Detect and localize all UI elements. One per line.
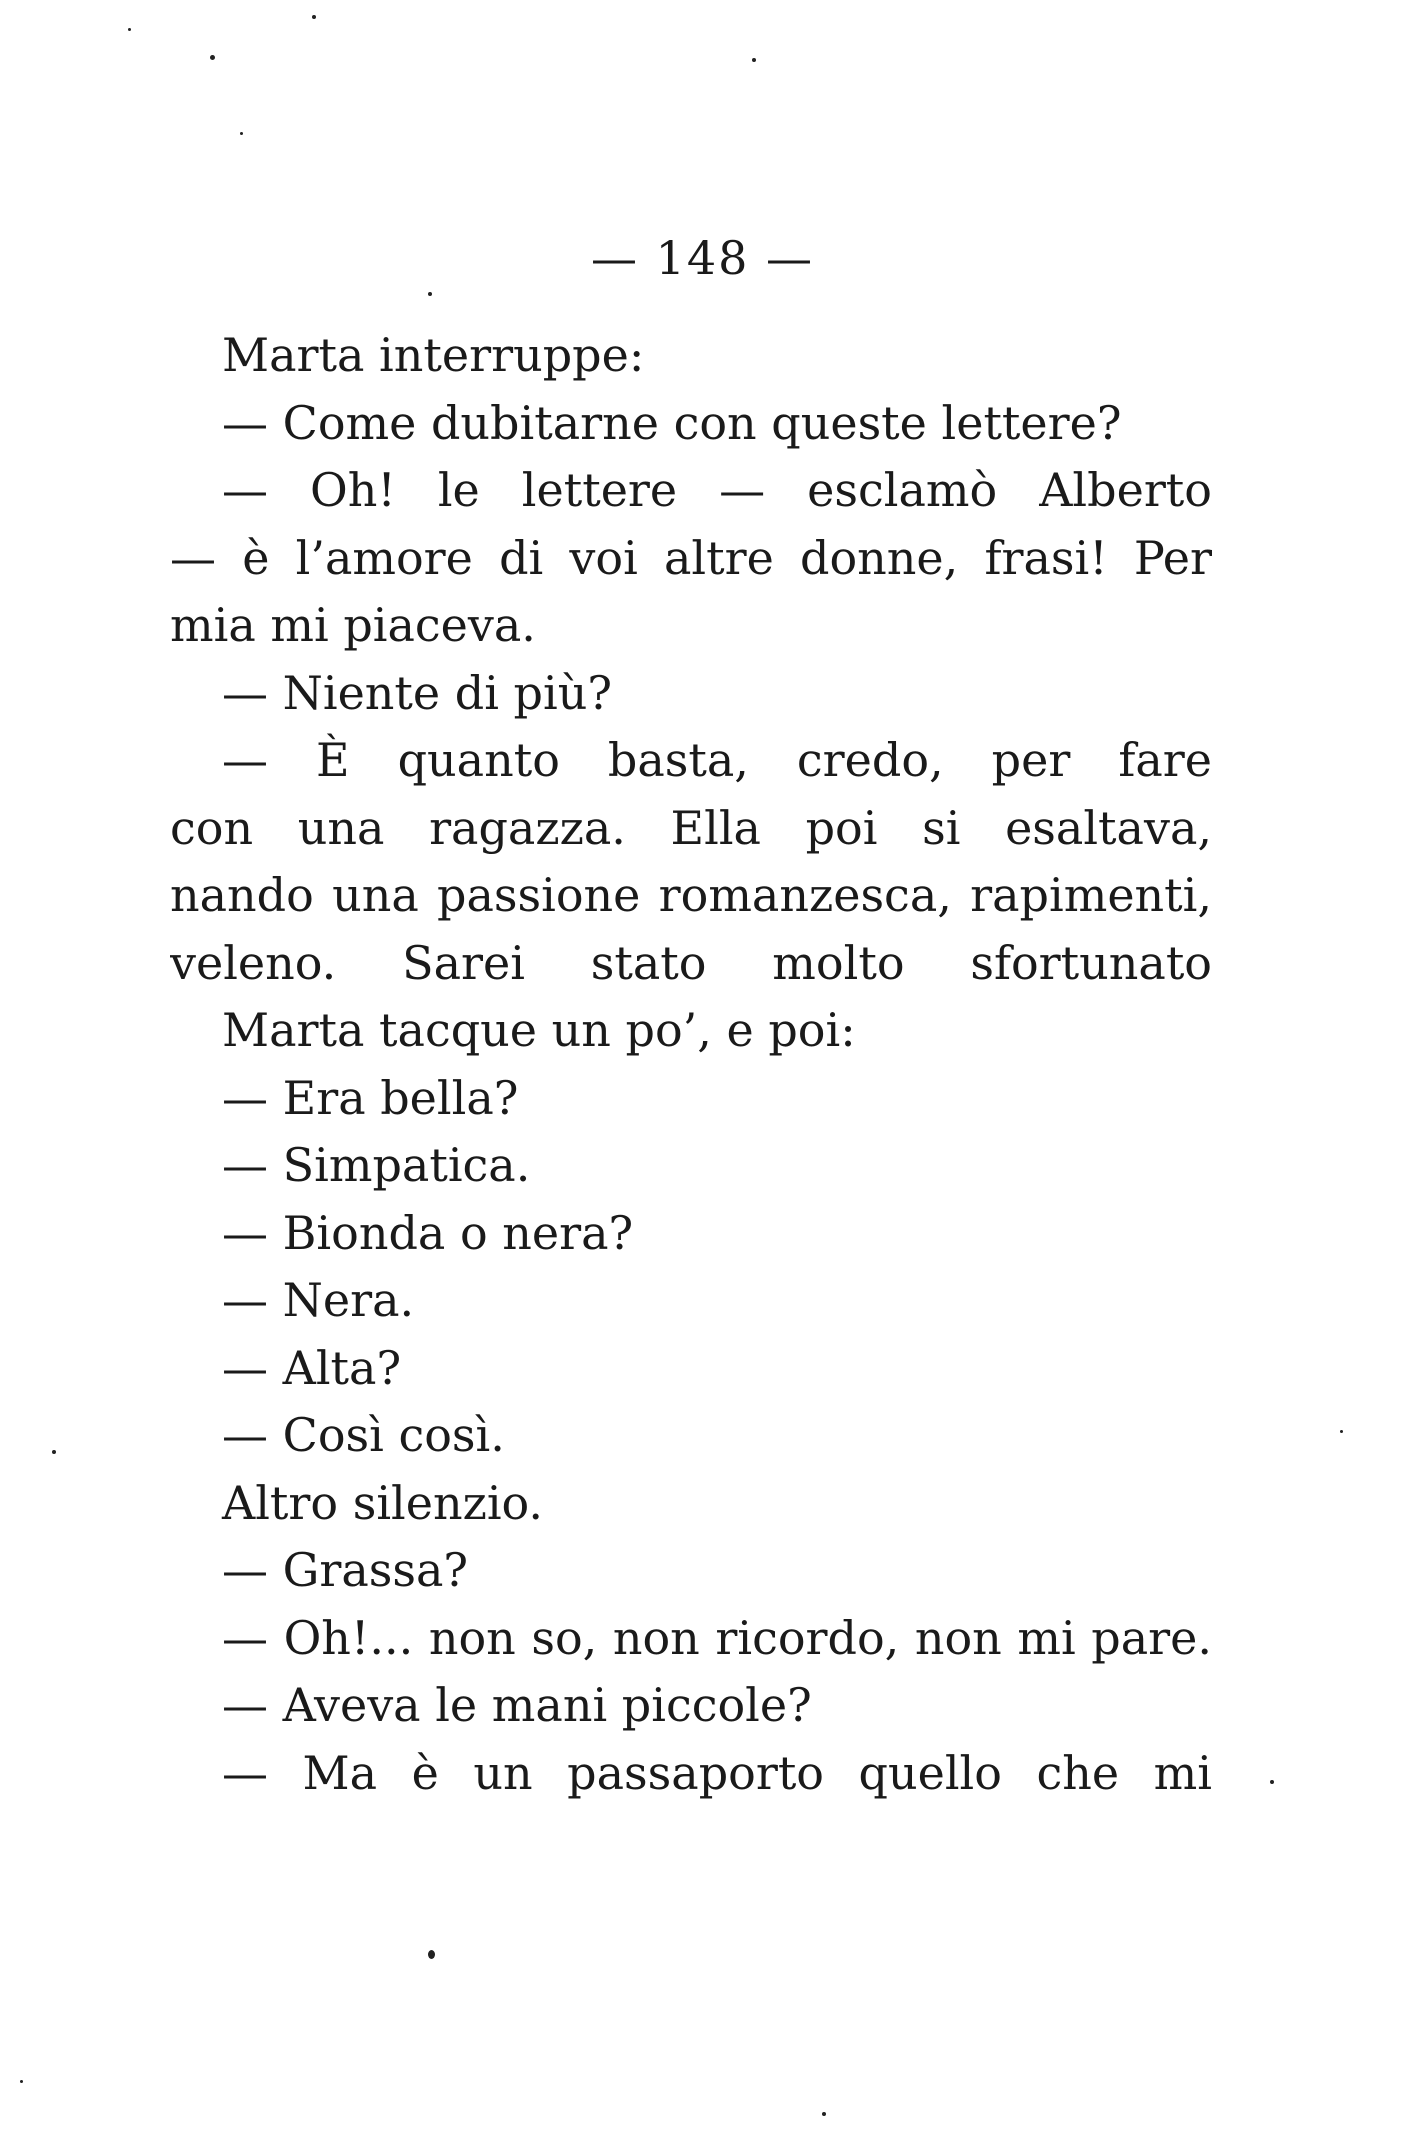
text-line: mia mi piaceva. [170,598,536,652]
scan-speck [428,1950,435,1959]
scan-speck [428,292,432,296]
scan-speck [52,1450,56,1454]
text-line: — Bionda o nera? [222,1205,634,1260]
scan-speck [822,2112,826,2116]
text-line: — Niente di più? [222,665,612,720]
text-line: — Grassa? [222,1543,469,1597]
scan-speck [1270,1780,1274,1784]
scan-speck [20,2080,23,2083]
text-line: — Alta? [222,1340,402,1395]
scan-speck [128,28,131,31]
scan-speck [312,15,316,19]
text-line: — Aveva le mani piccole? [222,1678,812,1732]
text-line: Altro silenzio. [222,1475,544,1530]
text-line: — Oh!... non so, non ricordo, non mi pare. [222,1610,1212,1665]
text-line: Marta interruppe: [222,328,645,382]
text-line: — Era bella? [222,1070,519,1125]
text-line: — Oh! le lettere — esclamò Alberto [222,463,1212,517]
text-line: — Ma è un passaporto quello che mi [222,1745,1212,1800]
text-line: veleno. Sarei stato molto sfortunato [170,935,1212,990]
body-text [170,322,1212,1807]
text-line: Marta tacque un po’, e poi: [222,1003,856,1057]
page-number: — 148 — [590,231,815,285]
text-line: — Come dubitarne con queste lettere? [222,395,1122,450]
text-line: nando una passione romanzesca, rapimenti, [170,868,1212,922]
scan-speck [752,58,756,62]
scan-speck [210,55,215,60]
text-line: — Così così. [222,1408,505,1462]
text-line: — Simpatica. [222,1138,531,1192]
text-line: — Nera. [222,1273,415,1327]
text-line: con una ragazza. Ella poi si esaltava, [170,800,1212,855]
scan-speck [240,132,243,135]
text-line: — È quanto basta, credo, per fare [222,733,1212,787]
text-line: — è l’amore di voi altre donne, frasi! Per [170,530,1212,585]
scan-speck [1340,1430,1343,1433]
